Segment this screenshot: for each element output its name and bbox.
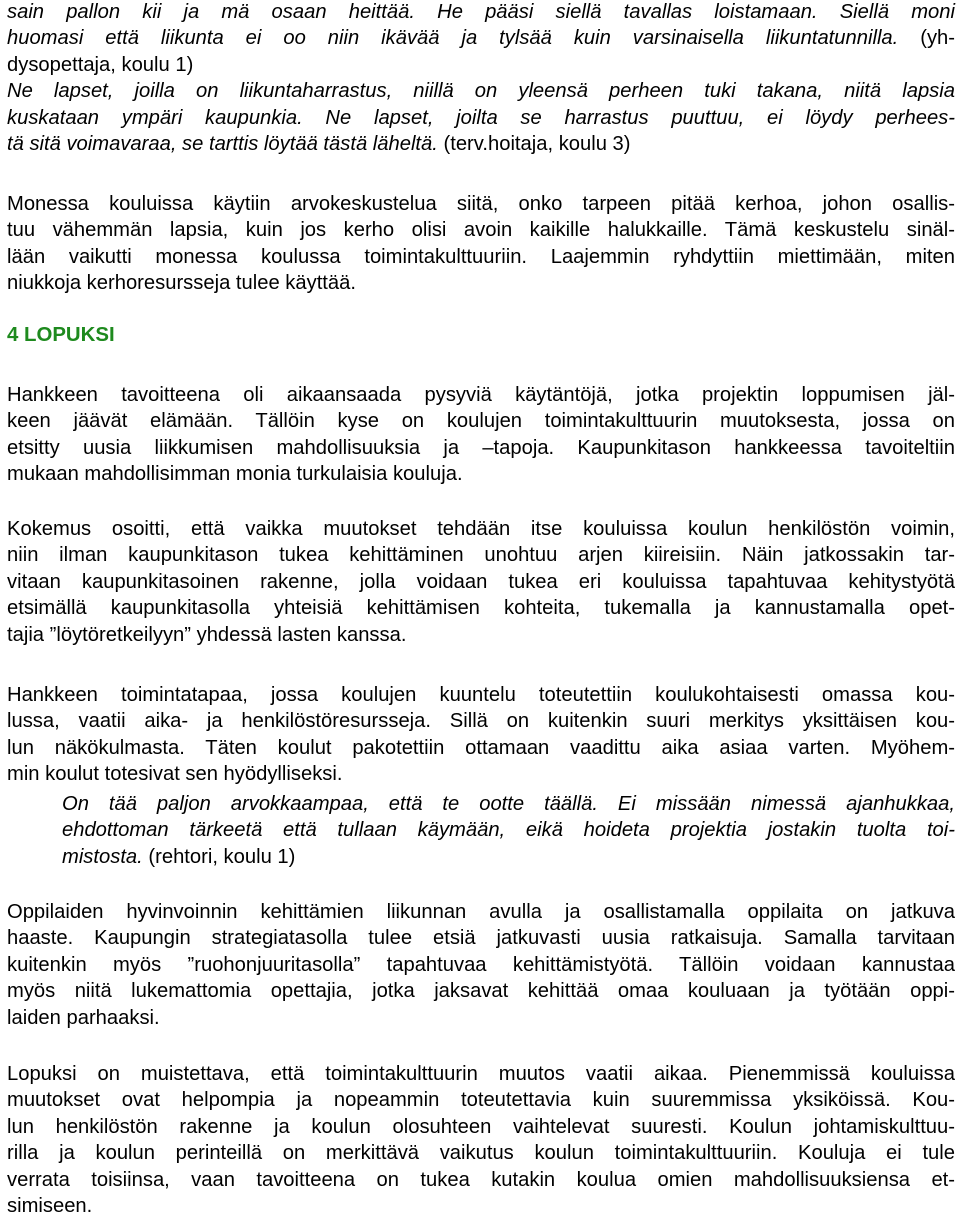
quote-attribution: (rehtori, koulu 1) <box>142 845 296 868</box>
quote-text: tä sitä voimavaraa, se tarttis löytää tästä läheltä. <box>7 133 438 156</box>
paragraph-student-wellbeing <box>7 899 955 1031</box>
text-line: keen jäävät elämään. Tällöin kyse on koulujen toimintakulttuurin muutoksesta, jossa on <box>7 410 955 433</box>
quote-text: mistosta. <box>62 845 143 868</box>
text-line: lun henkilöstön rakenne ja koulun olosuhteen vaihtelevat suuresti. Koulun johtamiskulttuu- <box>7 1115 955 1138</box>
quote-line <box>62 817 955 843</box>
quote-line <box>62 844 955 870</box>
text-line: niukkoja kerhoresursseja tulee käyttää. <box>7 272 356 295</box>
quote-text: On tää paljon arvokkaampaa, että te ootte täällä. Ei missään nimessä ajanhukkaa, <box>62 793 955 815</box>
paragraph-working-method <box>7 682 955 788</box>
text-line: min koulut totesivat sen hyödylliseksi. <box>7 763 343 786</box>
quote-text: Ne lapset, joilla on liikuntaharrastus, niillä on yleensä perheen tuki takana, niitä lapsia <box>7 80 955 103</box>
quote-attribution: (terv.hoitaja, koulu 3) <box>437 133 631 156</box>
quote-text: huomasi että liikunta ei oo niin ikävää ja tylsää kuin varsinaisella liikuntatunnilla. <box>7 27 899 50</box>
quote-line <box>7 25 955 51</box>
text-line: Hankkeen tavoitteena oli aikaansaada pysyviä käytäntöjä, jotka projektin loppumisen jäl- <box>7 384 955 406</box>
quote-line <box>7 0 955 25</box>
paragraph-conclusion <box>7 1061 955 1219</box>
text-line: laiden parhaaksi. <box>7 1006 160 1029</box>
quote-line <box>7 78 955 104</box>
paragraph-experience <box>7 516 955 648</box>
text-line: Kokemus osoitti, että vaikka muutokset tehdään itse kouluissa koulun henkilöstön voimin, <box>7 518 955 540</box>
text-line: tuu vähemmän lapsia, kuin jos kerho olisi avoin kaikille halukkaille. Tämä keskustelu sinäl- <box>7 219 955 242</box>
text-line: Monessa kouluissa käytiin arvokeskustelua siitä, onko tarpeen pitää kerhoa, johon osallis- <box>7 193 955 215</box>
text-line: simiseen. <box>7 1195 93 1218</box>
paragraph-kerho-discussion <box>7 191 955 297</box>
quote-text: kuskataan ympäri kaupunkia. Ne lapset, joilta se harrastus puuttuu, ei löydy perhees- <box>7 106 955 129</box>
quote-line <box>62 791 955 817</box>
quote-attribution: (yh- <box>898 27 956 50</box>
paragraph-project-goal <box>7 382 955 488</box>
text-line: lään vaikutti monessa koulussa toimintakulttuuriin. Laajemmin ryhdyttiin miettimään, miten <box>7 245 955 268</box>
text-line: rilla ja koulun perinteillä on merkittävä vaikutus koulun toimintakulttuuriin. Kouluja ei tule <box>7 1142 955 1165</box>
text-line: lun näkökulmasta. Täten koulut pakotettiin ottamaan vaadittu aika asiaa varten. Myöhem- <box>7 736 955 759</box>
text-line: lussa, vaatii aika- ja henkilöstöresursseja. Sillä on kuitenkin suuri merkitys yksittäisen kou- <box>7 710 955 733</box>
text-line: etsimällä kaupunkitasolla yhteisiä kehittämisen kohteita, tukemalla ja kannustamalla opet- <box>7 597 955 620</box>
text-line: verrata toisiinsa, vaan tavoitteena on tukea kutakin koulua omien mahdollisuuksiensa et- <box>7 1168 955 1191</box>
text-line: muutokset ovat helpompia ja nopeammin toteutettavia kuin suuremmissa yksiköissä. Kou- <box>7 1089 955 1112</box>
text-line: mukaan mahdollisimman monia turkulaisia kouluja. <box>7 463 463 486</box>
principal-quote-block <box>62 791 955 870</box>
quote-line <box>7 131 955 157</box>
text-line: etsitty uusia liikkumisen mahdollisuuksia ja –tapoja. Kaupunkitason hankkeessa tavoiteltiin <box>7 436 955 459</box>
text-line: tajia ”löytöretkeilyyn” yhdessä lasten kanssa. <box>7 623 407 646</box>
quote-line <box>7 105 955 131</box>
text-line: myös niitä lukemattomia opettajia, jotka jaksavat kehittää omaa kouluaan ja työtään oppi- <box>7 980 955 1003</box>
text-line: kuitenkin myös ”ruohonjuuritasolla” tapahtuvaa kehittämistyötä. Tällöin voidaan kannustaa <box>7 953 955 976</box>
text-line: niin ilman kaupunkitason tukea kehittäminen unohtuu arjen kiireisiin. Näin jatkossakin tar- <box>7 544 955 567</box>
quote-text: ehdottoman tärkeetä että tullaan käymään, eikä hoideta projektia jostakin tuolta toi- <box>62 819 955 842</box>
text-line: vitaan kaupunkitasoinen rakenne, jolla voidaan tukea eri kouluissa tapahtuvaa kehitystyötä <box>7 570 955 593</box>
quote-text: sain pallon kii ja mä osaan heittää. He pääsi siellä tavallas loistamaan. Siellä moni <box>7 1 955 23</box>
section-heading-lopuksi: 4 LOPUKSI <box>7 324 115 346</box>
interview-quote-block <box>7 0 955 157</box>
text-line: Lopuksi on muistettava, että toimintakulttuurin muutos vaatii aikaa. Pienemmissä kouluissa <box>7 1063 955 1085</box>
text-line: Hankkeen toimintatapaa, jossa koulujen kuuntelu toteutettiin koulukohtaisesti omassa kou- <box>7 684 955 706</box>
text-line: Oppilaiden hyvinvoinnin kehittämien liikunnan avulla ja osallistamalla oppilaita on jatkuva <box>7 901 955 923</box>
text-line: haaste. Kaupungin strategiatasolla tulee etsiä jatkuvasti uusia ratkaisuja. Samalla tarvitaan <box>7 927 955 950</box>
quote-line <box>7 52 955 78</box>
quote-attribution: dysopettaja, koulu 1) <box>7 53 194 76</box>
